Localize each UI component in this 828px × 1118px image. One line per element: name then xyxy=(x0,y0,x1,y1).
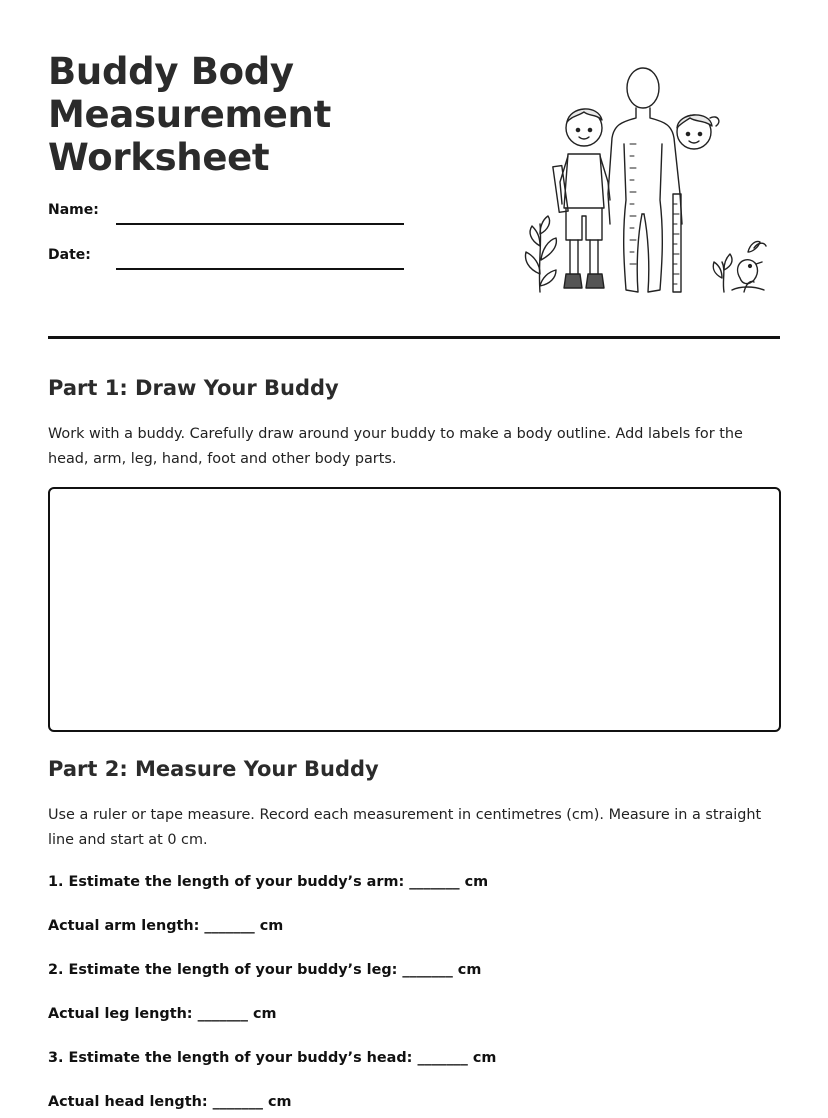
date-field[interactable] xyxy=(116,268,404,270)
arm-estimate-question: 1. Estimate the length of your buddy’s arm: _______ cm xyxy=(48,874,489,890)
name-field[interactable] xyxy=(116,223,404,225)
head-actual-question: Actual head length: _______ cm xyxy=(48,1094,292,1110)
leg-estimate-question: 2. Estimate the length of your buddy’s leg: _______ cm xyxy=(48,962,482,978)
arm-actual-question: Actual arm length: _______ cm xyxy=(48,918,284,934)
children-measuring-illustration xyxy=(518,64,768,300)
date-label: Date: xyxy=(48,247,91,263)
head-estimate-question: 3. Estimate the length of your buddy’s head: _______ cm xyxy=(48,1050,497,1066)
drawing-box[interactable] xyxy=(48,487,781,732)
name-label: Name: xyxy=(48,202,99,218)
leg-actual-question: Actual leg length: _______ cm xyxy=(48,1006,277,1022)
part2-instructions: Use a ruler or tape measure. Record each measurement in centimetres (cm). Measure in a straight line and start at 0 cm. xyxy=(48,807,762,848)
part1-heading: Part 1: Draw Your Buddy xyxy=(48,376,339,400)
section-divider xyxy=(48,336,780,339)
part1-instructions: Work with a buddy. Carefully draw around your buddy to make a body outline. Add labels for the head, arm, leg, hand, foot and other body parts. xyxy=(48,426,743,467)
part2-heading: Part 2: Measure Your Buddy xyxy=(48,757,379,781)
worksheet-title: Buddy Body Measurement Worksheet xyxy=(48,50,331,179)
